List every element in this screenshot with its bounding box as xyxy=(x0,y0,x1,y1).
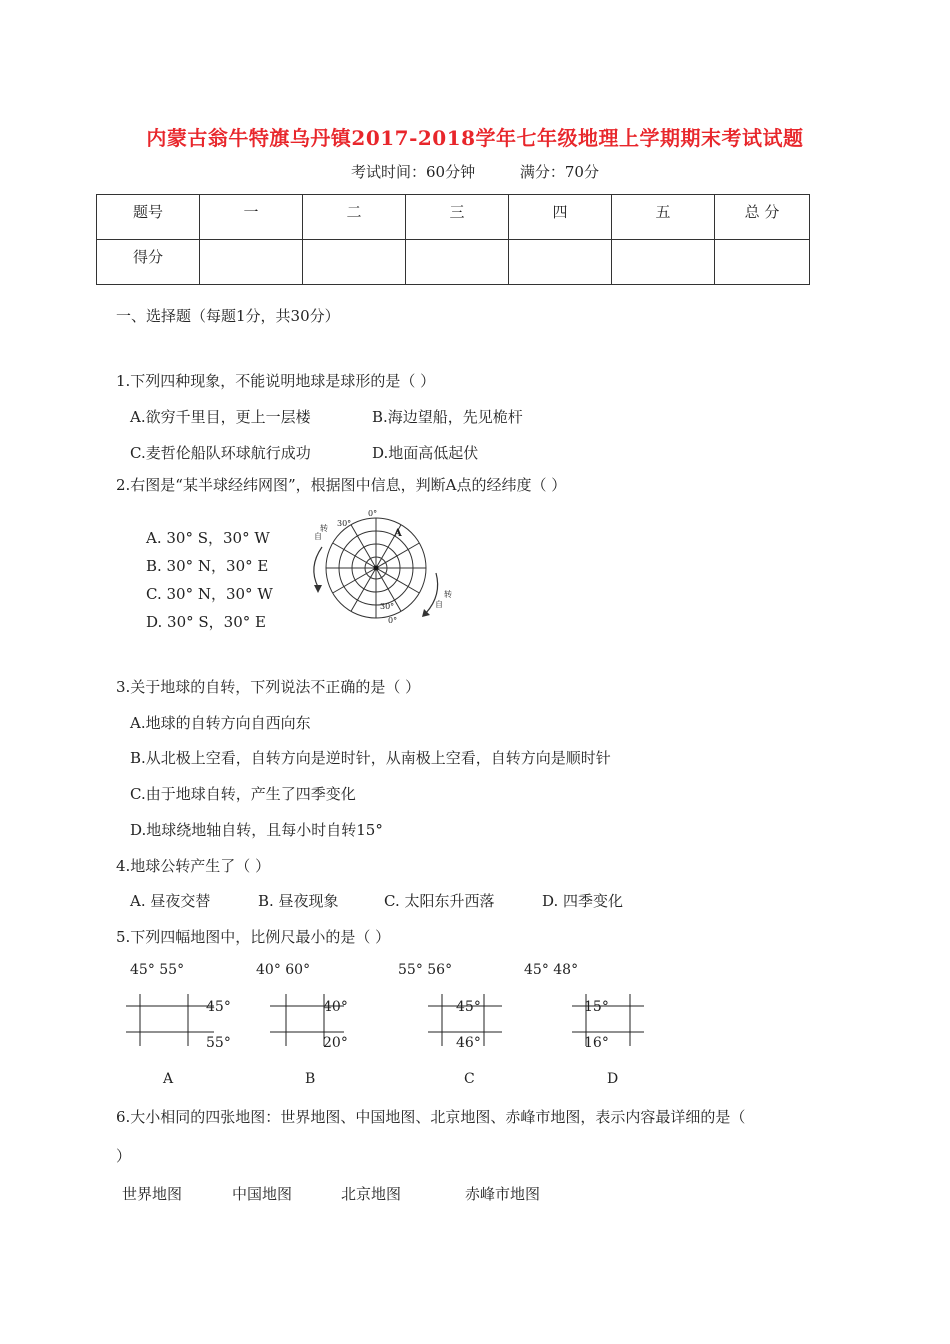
map-a-grid xyxy=(126,994,216,1048)
q6-option-2: 中国地图 xyxy=(232,1185,293,1203)
map-b-right-label-2: 20° xyxy=(323,1035,348,1051)
score-header-cell: 总 分 xyxy=(715,195,810,240)
q2-option-a: A. 30° S，30° W xyxy=(146,529,270,547)
score-cell[interactable] xyxy=(612,240,715,285)
q6-stem-end: ） xyxy=(116,1147,132,1165)
label-30-bottom: 30° xyxy=(380,602,395,611)
pole-dot xyxy=(374,566,379,571)
rotation-label-right-2: 转 xyxy=(444,590,452,599)
score-header-cell: 三 xyxy=(406,195,509,240)
score-table xyxy=(96,194,810,285)
q1-option-b: B.海边望船，先见桅杆 xyxy=(372,408,523,426)
score-header-cell: 二 xyxy=(303,195,406,240)
q4-option-b: B. 昼夜现象 xyxy=(258,892,339,910)
label-a-point: A xyxy=(394,528,402,539)
q4-option-c: C. 太阳东升西落 xyxy=(384,892,495,910)
q2-option-b: B. 30° N，30° E xyxy=(146,557,269,575)
q3-option-b: B.从北极上空看，自转方向是逆时针，从南极上空看，自转方向是顺时针 xyxy=(130,749,611,767)
score-cell[interactable] xyxy=(509,240,612,285)
full-score: 满分：70分 xyxy=(519,163,599,181)
map-b-right-label-1: 40° xyxy=(323,999,348,1015)
label-0-top: 0° xyxy=(368,509,378,518)
exam-meta xyxy=(0,161,950,182)
map-d-top-labels: 45° 48° xyxy=(524,962,579,978)
q1-option-c: C.麦哲伦船队环球航行成功 xyxy=(130,444,311,462)
score-cell[interactable] xyxy=(200,240,303,285)
score-table-header-row xyxy=(97,195,810,240)
map-c-right-label-2: 46° xyxy=(456,1035,481,1051)
q4-option-d: D. 四季变化 xyxy=(542,892,624,910)
q2-option-c: C. 30° N，30° W xyxy=(146,585,273,603)
map-a-right-label-2: 55° xyxy=(206,1035,231,1051)
map-d-letter: D xyxy=(607,1071,619,1087)
exam-time: 考试时间：60分钟 xyxy=(351,163,476,181)
q3-option-d: D.地球绕地轴自转，且每小时自转15° xyxy=(130,821,383,839)
rotation-arrow-left xyxy=(314,547,322,587)
q6-option-3: 北京地图 xyxy=(341,1185,402,1203)
map-d-right-label-1: 15° xyxy=(584,999,609,1015)
map-b-top-labels: 40° 60° xyxy=(256,962,311,978)
map-b-letter: B xyxy=(305,1071,316,1087)
map-d-right-label-2: 16° xyxy=(584,1035,609,1051)
score-row-label: 得分 xyxy=(97,240,200,285)
q6-option-1: 世界地图 xyxy=(122,1185,183,1203)
q4-option-a: A. 昼夜交替 xyxy=(130,892,211,910)
q2-option-d: D. 30° S，30° E xyxy=(146,613,266,631)
q5-stem: 5.下列四幅地图中，比例尺最小的是（ ） xyxy=(116,928,391,946)
q3-option-a: A.地球的自转方向自西向东 xyxy=(130,714,311,732)
q2-stem: 2.右图是“某半球经纬网图”，根据图中信息，判断A点的经纬度（ ） xyxy=(116,476,567,494)
page-title: 内蒙古翁牛特旗乌丹镇2017-2018学年七年级地理上学期期末考试试题 xyxy=(146,126,804,150)
q3-stem: 3.关于地球的自转，下列说法不正确的是（ ） xyxy=(116,678,421,696)
rotation-label-left-1: 自 xyxy=(314,532,322,541)
rotation-label-left-2: 转 xyxy=(320,524,328,533)
rotation-arrowhead-left xyxy=(314,585,322,593)
score-header-cell: 四 xyxy=(509,195,612,240)
map-a-right-label-1: 45° xyxy=(206,999,231,1015)
label-0-bottom: 0° xyxy=(388,616,398,625)
map-c-top-labels: 55° 56° xyxy=(398,962,453,978)
hemisphere-graticule-figure xyxy=(300,505,470,630)
q3-option-c: C.由于地球自转，产生了四季变化 xyxy=(130,785,356,803)
score-cell[interactable] xyxy=(406,240,509,285)
map-a-letter: A xyxy=(163,1071,174,1087)
q6-stem: 6.大小相同的四张地图：世界地图、中国地图、北京地图、赤峰市地图，表示内容最详细的是（ xyxy=(116,1108,746,1126)
map-c-right-label-1: 45° xyxy=(456,999,481,1015)
score-cell[interactable] xyxy=(715,240,810,285)
score-table-score-row xyxy=(97,240,810,285)
section-heading: 一、选择题（每题1分，共30分） xyxy=(116,307,340,325)
label-30-top: 30° xyxy=(337,519,352,528)
q1-option-d: D.地面高低起伏 xyxy=(372,444,479,462)
score-cell[interactable] xyxy=(303,240,406,285)
map-a-top-labels: 45° 55° xyxy=(130,962,185,978)
q1-stem: 1.下列四种现象，不能说明地球是球形的是（ ） xyxy=(116,372,436,390)
score-header-cell: 一 xyxy=(200,195,303,240)
rotation-label-right-1: 自 xyxy=(435,600,443,609)
score-header-cell: 五 xyxy=(612,195,715,240)
q4-stem: 4.地球公转产生了（ ） xyxy=(116,857,271,875)
score-header-cell: 题号 xyxy=(97,195,200,240)
map-c-letter: C xyxy=(464,1071,475,1087)
q6-option-4: 赤峰市地图 xyxy=(465,1185,541,1203)
q1-option-a: A.欲穷千里目，更上一层楼 xyxy=(130,408,311,426)
